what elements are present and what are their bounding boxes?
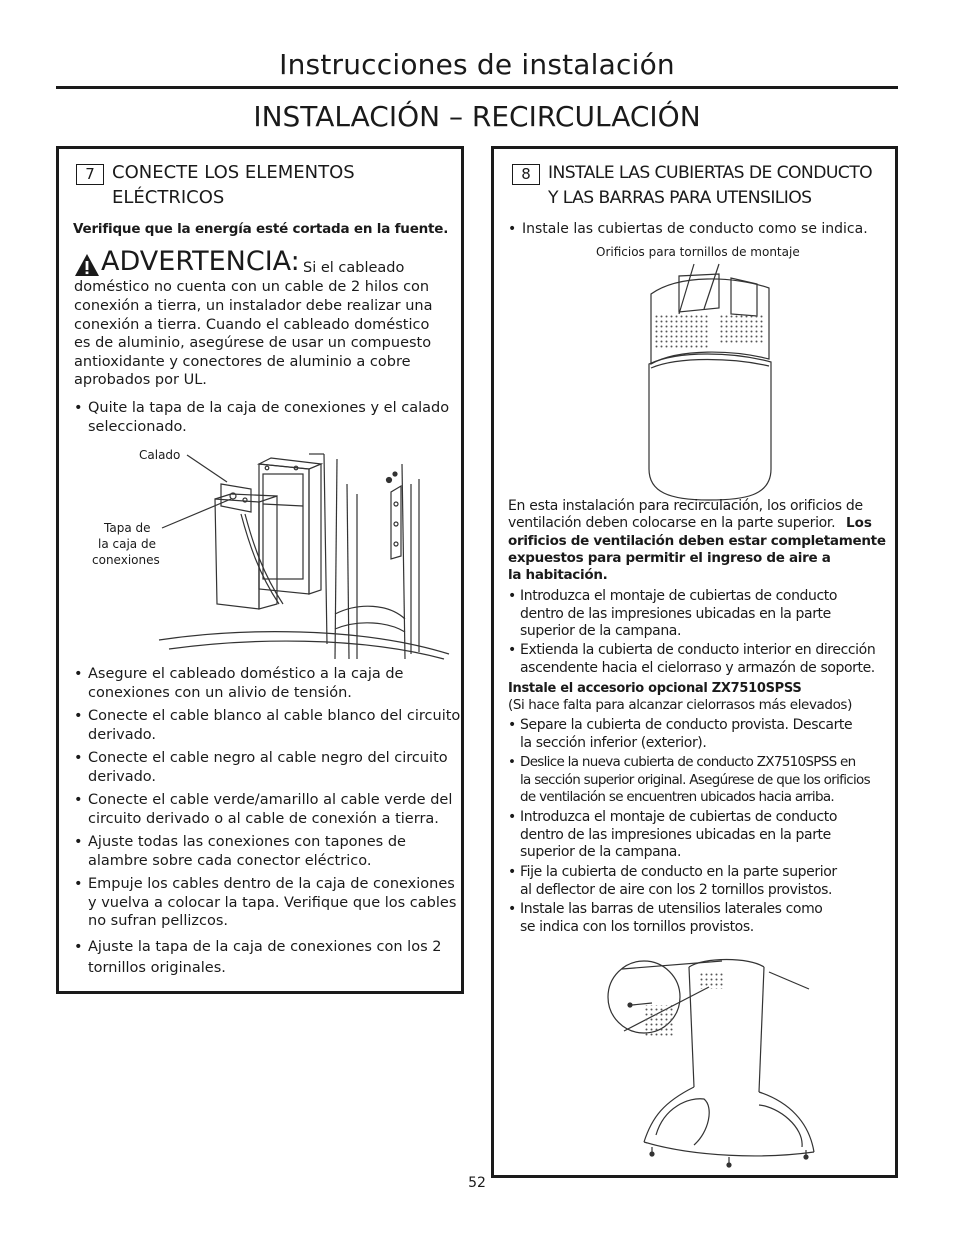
junction-box-illustration <box>159 444 449 659</box>
list-item: • Separe la cubierta de conducto provista. Descarte la sección inferior (exterior). <box>508 717 853 751</box>
warning-text-line3: conexión a tierra, un instalador debe realizar una <box>74 298 433 314</box>
warning-text-line7: aprobados por UL. <box>74 372 207 388</box>
label-tapa-line3: conexiones <box>92 553 160 567</box>
label-calado: Calado <box>139 448 181 462</box>
warning-triangle-icon <box>74 253 100 277</box>
list-item: • Extienda la cubierta de conducto interior en dirección ascendente hacia el cielorraso y armazón de soporte. <box>508 642 876 676</box>
list-item: • Instale las barras de utensilios laterales como se indica con los tornillos provistos. <box>508 901 823 935</box>
list-item: • Instale las cubiertas de conducto como se indica. <box>508 221 868 237</box>
duct-cover-illustration <box>639 264 779 499</box>
step-8-title-line1: INSTALE LAS CUBIERTAS DE CONDUCTO <box>548 163 873 183</box>
section-title: INSTALACIÓN – RECIRCULACIÓN <box>253 100 701 133</box>
list-item: • Introduzca el montaje de cubiertas de conducto dentro de las impresiones ubicadas en la parte superior de la campana. <box>508 809 838 860</box>
paragraph-bold-inline: Los <box>846 515 872 531</box>
accessory-title: Instale el accesorio opcional ZX7510SPSS <box>508 681 802 696</box>
paragraph-line1: En esta instalación para recirculación, los orificios de <box>508 498 863 514</box>
list-item: • Deslice la nueva cubierta de conducto ZX7510SPSS en la sección superior original. Asegúrese de que los orificios de ventilación se encuentren ubicados hacia arriba. <box>508 754 870 805</box>
list-item: • Empuje los cables dentro de la caja de conexiones y vuelva a colocar la tapa. Verifique que los cables no sufran pellizcos. <box>74 876 457 930</box>
list-item: • Conecte el cable blanco al cable blanco del circuito derivado. <box>74 708 461 743</box>
paragraph-bold-line3: la habitación. <box>508 567 608 583</box>
list-item: • Conecte el cable negro al cable negro del circuito derivado. <box>74 750 448 785</box>
paragraph-line2: ventilación deben colocarse en la parte superior. <box>508 515 836 531</box>
step-7-title-line1: CONECTE LOS ELEMENTOS <box>112 162 355 183</box>
step-7-panel <box>56 146 464 994</box>
warning-text-line4: conexión a tierra. Cuando el cableado doméstico <box>74 317 430 333</box>
warning-text-line5: es de aluminio, asegúrese de usar un compuesto <box>74 335 432 351</box>
label-mounting-holes: Orificios para tornillos de montaje <box>596 245 800 259</box>
page-title: Instrucciones de instalación <box>279 48 675 81</box>
step-7-number: 7 <box>76 164 104 185</box>
label-tapa-line2: la caja de <box>98 537 156 551</box>
step-8-title-line2: Y LAS BARRAS PARA UTENSILIOS <box>548 188 812 208</box>
list-item: • Conecte el cable verde/amarillo al cable verde del circuito derivado o al cable de conexión a tierra. <box>74 792 453 827</box>
hood-utensil-bars-illustration <box>604 947 814 1167</box>
list-item: • Quite la tapa de la caja de conexiones y el calado seleccionado. <box>74 400 450 435</box>
warning-label: ADVERTENCIA: <box>101 246 300 277</box>
step-8-number: 8 <box>512 164 540 185</box>
list-item: • Fije la cubierta de conducto en la parte superior al deflector de aire con los 2 tornillos provistos. <box>508 864 837 898</box>
list-item: • Ajuste la tapa de la caja de conexiones con los 2 tornillos originales. <box>74 939 442 976</box>
paragraph-bold-line2: expuestos para permitir el ingreso de aire a <box>508 550 831 566</box>
step-7-title-line2: ELÉCTRICOS <box>112 187 225 208</box>
paragraph-bold-line1: orificios de ventilación deben estar completamente <box>508 533 886 549</box>
warning-text-line2: doméstico no cuenta con un cable de 2 hilos con <box>74 279 430 295</box>
warning-text-line6: antioxidante y conectores de aluminio a cobre <box>74 354 411 370</box>
list-item: • Asegure el cableado doméstico a la caja de conexiones con un alivio de tensión. <box>74 666 404 701</box>
list-item: • Ajuste todas las conexiones con tapones de alambre sobre cada conector eléctrico. <box>74 834 406 869</box>
step-8-panel <box>491 146 898 1178</box>
label-tapa-line1: Tapa de <box>104 521 151 535</box>
power-off-note: Verifique que la energía esté cortada en la fuente. <box>73 221 449 237</box>
title-divider <box>56 86 898 89</box>
list-item: • Introduzca el montaje de cubiertas de conducto dentro de las impresiones ubicadas en la parte superior de la campana. <box>508 588 838 639</box>
page-number: 52 <box>468 1175 486 1191</box>
warning-text-line1: Si el cableado <box>303 260 405 276</box>
accessory-note: (Si hace falta para alcanzar cielorrasos más elevados) <box>508 697 852 713</box>
